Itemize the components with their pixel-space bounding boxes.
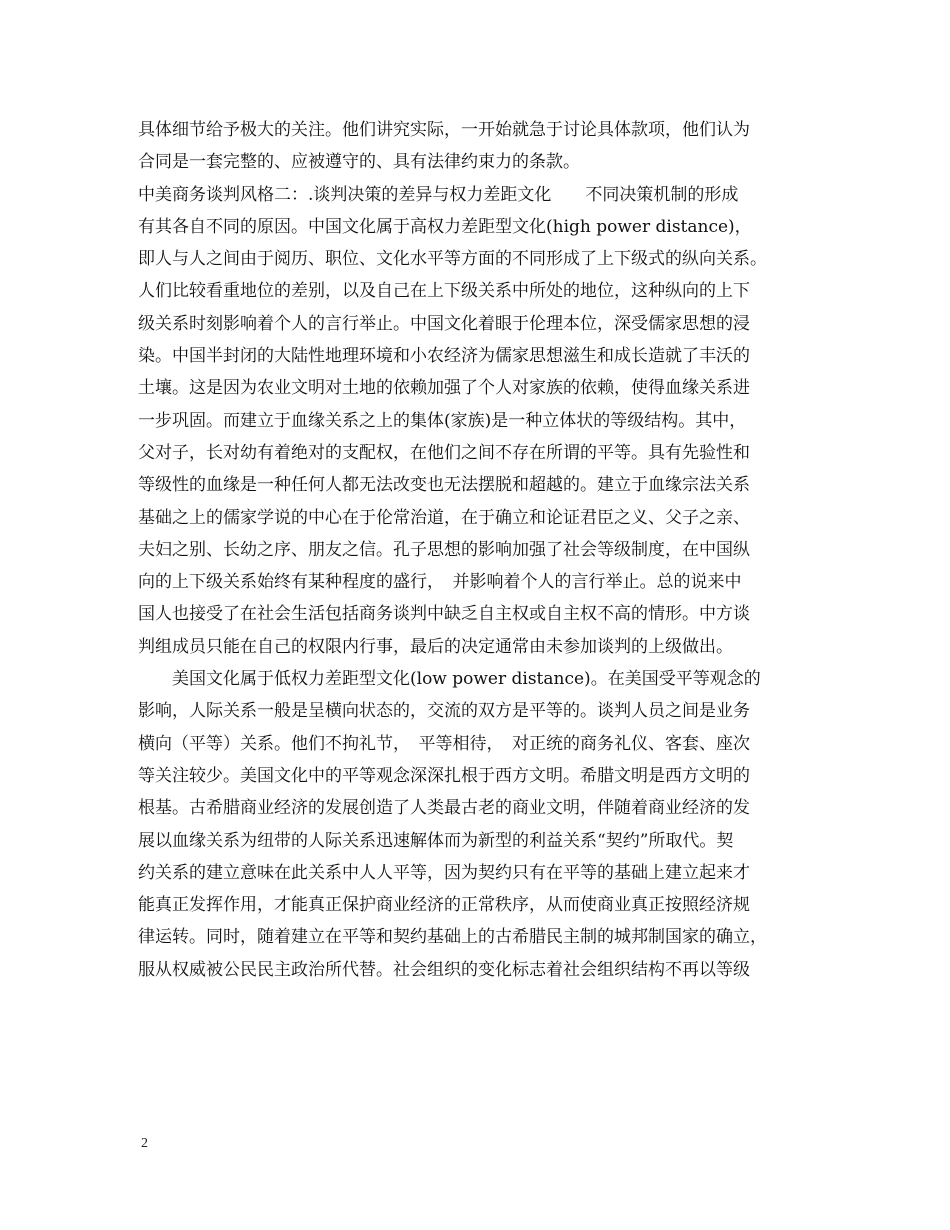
text-line: 夫妇之别、长幼之序、朋友之信。孔子思想的影响加强了社会等级制度，在中国纵 xyxy=(138,539,750,560)
body-text xyxy=(138,114,818,986)
text-line: 服从权威被公民民主政治所代替。社会组织的变化标志着社会组织结构不再以等级 xyxy=(138,959,750,980)
text-line: 父对子，长对幼有着绝对的支配权，在他们之间不存在所谓的平等。具有先验性和 xyxy=(138,442,750,463)
text-line: 具体细节给予极大的关注。他们讲究实际，一开始就急于讨论具体款项，他们认为 xyxy=(138,120,750,140)
text-line: 有其各自不同的原因。中国文化属于高权力差距型文化(high power distance)， xyxy=(138,216,752,237)
text-line: 人们比较看重地位的差别，以及自己在上下级关系中所处的地位，这种纵向的上下 xyxy=(138,281,750,302)
text-line: 影响，人际关系一般是呈横向状态的，交流的双方是平等的。谈判人员之间是业务 xyxy=(138,701,750,722)
text-line: 即人与人之间由于阅历、职位、文化水平等方面的不同形成了上下级式的纵向关系。 xyxy=(138,249,767,270)
text-line: 展以血缘关系为纽带的人际关系迅速解体而为新型的利益关系“契约”所取代。契 xyxy=(138,830,734,851)
text-line: 判组成员只能在自己的权限内行事，最后的决定通常由未参加谈判的上级做出。 xyxy=(138,636,733,657)
text-line: 一步巩固。而建立于血缘关系之上的集体(家族)是一种立体状的等级结构。其中， xyxy=(138,410,747,431)
text-line: 染。中国半封闭的大陆性地理环境和小农经济为儒家思想滋生和成长造就了丰沃的 xyxy=(138,346,750,367)
text-line: 级关系时刻影响着个人的言行举止。中国文化着眼于伦理本位，深受儒家思想的浸 xyxy=(138,313,750,334)
text-line: 根基。古希腊商业经济的发展创造了人类最古老的商业文明，伴随着商业经济的发 xyxy=(138,798,750,819)
page-number: 2 xyxy=(141,1136,148,1151)
text-line: 能真正发挥作用，才能真正保护商业经济的正常秩序，从而使商业真正按照经济规 xyxy=(138,895,750,916)
paragraph-start-line: 美国文化属于低权力差距型文化(low power distance)。在美国受平等观念的 xyxy=(138,669,761,690)
text-line: 向的上下级关系始终有某种程度的盛行， 并影响着个人的言行举止。总的说来中 xyxy=(138,572,742,593)
text-line: 律运转。同时，随着建立在平等和契约基础上的古希腊民主制的城邦制国家的确立， xyxy=(138,927,767,948)
text-line: 土壤。这是因为农业文明对土地的依赖加强了个人对家族的依赖，使得血缘关系进 xyxy=(138,378,750,399)
text-line: 约关系的建立意味在此关系中人人平等，因为契约只有在平等的基础上建立起来才 xyxy=(138,862,750,883)
text-line: 等关注较少。美国文化中的平等观念深深扎根于西方文明。希腊文明是西方文明的 xyxy=(138,765,750,786)
section-heading-line: 中美商务谈判风格二：.谈判决策的差异与权力差距文化 不同决策机制的形成 xyxy=(138,184,739,205)
text-line: 等级性的血缘是一种任何人都无法改变也无法摆脱和超越的。建立于血缘宗法关系 xyxy=(138,475,750,496)
text-line: 合同是一套完整的、应被遵守的、具有法律约束力的条款。 xyxy=(138,152,580,173)
text-line: 横向（平等）关系。他们不拘礼节， 平等相待， 对正统的商务礼仪、客套、座次 xyxy=(138,733,750,754)
text-line: 基础之上的儒家学说的中心在于伦常治道，在于确立和论证君臣之义、父子之亲、 xyxy=(138,507,750,528)
text-line: 国人也接受了在社会生活包括商务谈判中缺乏自主权或自主权不高的情形。中方谈 xyxy=(138,604,750,625)
